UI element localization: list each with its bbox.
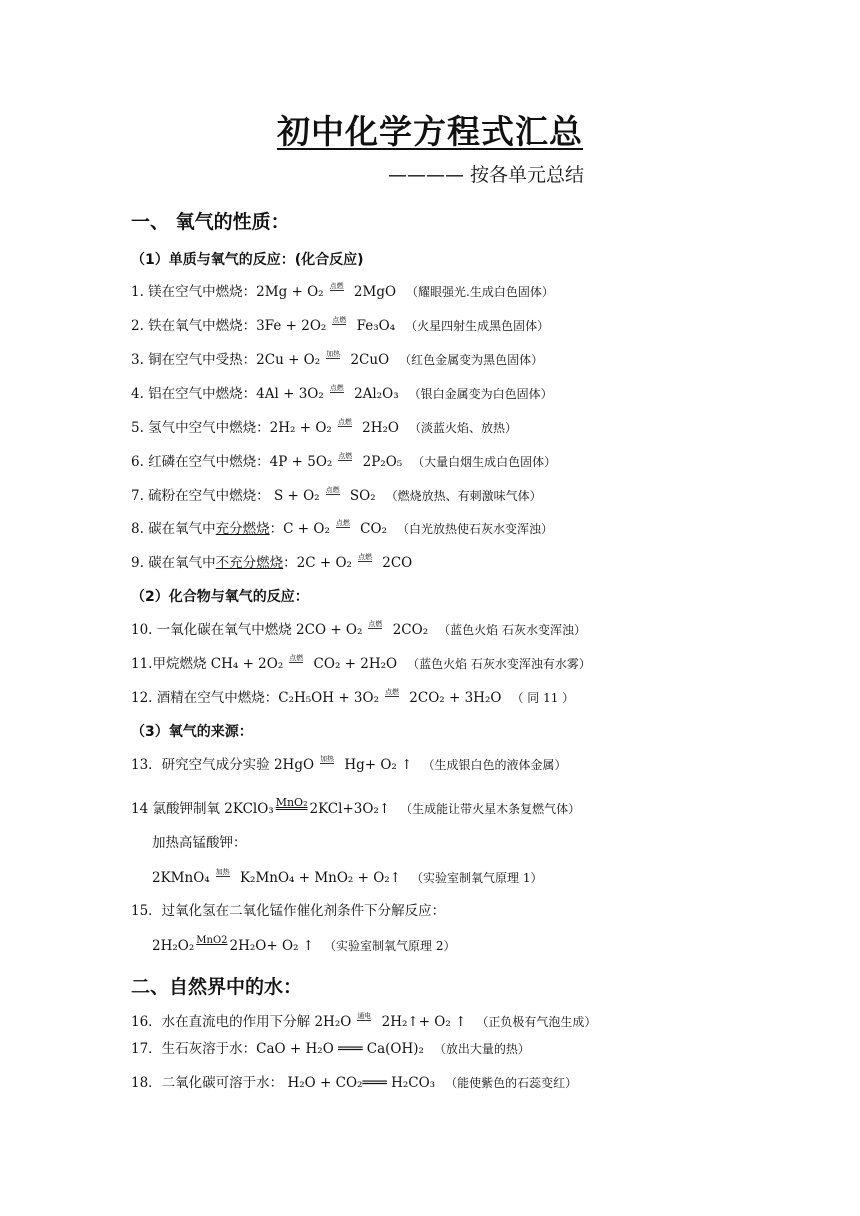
- equation-line: 13．研究空气成分实验 2HgO 加热 Hg+ O₂ ↑ （生成银白色的液体金属）: [131, 755, 567, 773]
- condition-label: 通电: [357, 1012, 372, 1020]
- subheading-elements-oxygen: （1）单质与氧气的反应：(化合反应): [131, 252, 364, 268]
- equation-line: 10. 一氧化碳在氧气中燃烧 2CO + O₂ 点燃 2CO₂ （蓝色火焰 石灰水变浑浊）: [131, 620, 586, 638]
- condition-label: MnO2: [196, 935, 228, 946]
- equation-line: 1. 镁在空气中燃烧：2Mg + O₂ 点燃 2MgO （耀眼强光.生成白色固体）: [131, 282, 554, 300]
- page-subtitle: ———— 按各单元总结: [388, 164, 585, 186]
- condition-label: 点燃: [329, 384, 344, 392]
- subheading-compounds-oxygen: （2）化合物与氧气的反应：: [131, 589, 309, 605]
- condition-label: 点燃: [325, 486, 340, 494]
- equation-line: 16．水在直流电的作用下分解 2H₂O 通电 2H₂↑+ O₂ ↑ （正负极有气泡生成）: [131, 1012, 597, 1030]
- condition-label: 点燃: [329, 282, 344, 290]
- section-heading-water: 二、自然界中的水：: [131, 976, 303, 998]
- condition-label: 点燃: [357, 553, 372, 561]
- equation-line: 12. 酒精在空气中燃烧：C₂H₅OH + 3O₂ 点燃 2CO₂ + 3H₂O （ 同 11 ）: [131, 688, 575, 706]
- equation-line: 17．生石灰溶于水：CaO + H₂O ═══ Ca(OH)₂ （放出大量的热）: [131, 1041, 530, 1057]
- equation-line: 14 氯酸钾制氧 2KClO₃ MnO₂ 2KCl+3O₂↑ （生成能让带火星木条复燃气体）: [131, 796, 581, 817]
- text-line: 加热高锰酸钾：: [152, 835, 247, 851]
- equation-line: 8. 碳在氧气中充分燃烧：C + O₂ 点燃 CO₂ （白光放热使石灰水变浑浊）: [131, 519, 553, 537]
- equation-line: 4. 铝在空气中燃烧：4Al + 3O₂ 点燃 2Al₂O₃ （银白金属变为白色固体）: [131, 384, 553, 402]
- equation-line: 11.甲烷燃烧 CH₄ + 2O₂ 点燃 CO₂ + 2H₂O （蓝色火焰 石灰水变浑浊有水雾）: [131, 654, 591, 672]
- equation-line: 18．二氧化碳可溶于水： H₂O + CO₂═══ H₂CO₃ （能使紫色的石蕊变红）: [131, 1075, 578, 1091]
- equation-line: 2. 铁在氧气中燃烧：3Fe + 2O₂ 点燃 Fe₃O₄ （火星四射生成黑色固体）: [131, 316, 550, 334]
- equation-line: 6. 红磷在空气中燃烧：4P + 5O₂ 点燃 2P₂O₅ （大量白烟生成白色固体）: [131, 452, 557, 470]
- subheading-oxygen-source: （3）氧气的来源：: [131, 724, 253, 740]
- condition-label: 点燃: [338, 452, 353, 460]
- text-line: 15．过氧化氢在二氧化锰作催化剂条件下分解反应：: [131, 903, 446, 919]
- equation-line: 5. 氢气中空气中燃烧：2H₂ + O₂ 点燃 2H₂O （淡蓝火焰、放热）: [131, 418, 517, 436]
- equation-line: 9. 碳在氧气中不充分燃烧：2C + O₂ 点燃 2CO: [131, 553, 413, 571]
- condition-label: 点燃: [337, 418, 352, 426]
- section-heading-oxygen: 一、 氧气的性质：: [131, 211, 290, 233]
- page-title: 初中化学方程式汇总: [277, 112, 583, 151]
- condition-label: 加热: [320, 755, 335, 763]
- condition-label: 加热: [215, 868, 230, 876]
- equation-line: 2KMnO₄ 加热 K₂MnO₄ + MnO₂ + O₂↑ （实验室制氧气原理 1）: [152, 868, 543, 886]
- condition-label: 点燃: [335, 519, 350, 527]
- condition-label: 点燃: [289, 654, 304, 662]
- equation-line: 2H₂O₂ MnO2 2H₂O+ O₂ ↑ （实验室制氧气原理 2）: [152, 935, 456, 954]
- condition-label: 点燃: [332, 316, 347, 324]
- condition-label: 点燃: [368, 620, 383, 628]
- condition-label: MnO₂: [275, 796, 308, 809]
- equation-line: 7. 硫粉在空气中燃烧： S + O₂ 点燃 SO₂ （燃烧放热、有刺激味气体）: [131, 486, 542, 504]
- equation-line: 3. 铜在空气中受热：2Cu + O₂ 加热 2CuO （红色金属变为黑色固体）: [131, 350, 544, 368]
- condition-label: 点燃: [385, 688, 399, 696]
- condition-label: 加热: [326, 350, 341, 358]
